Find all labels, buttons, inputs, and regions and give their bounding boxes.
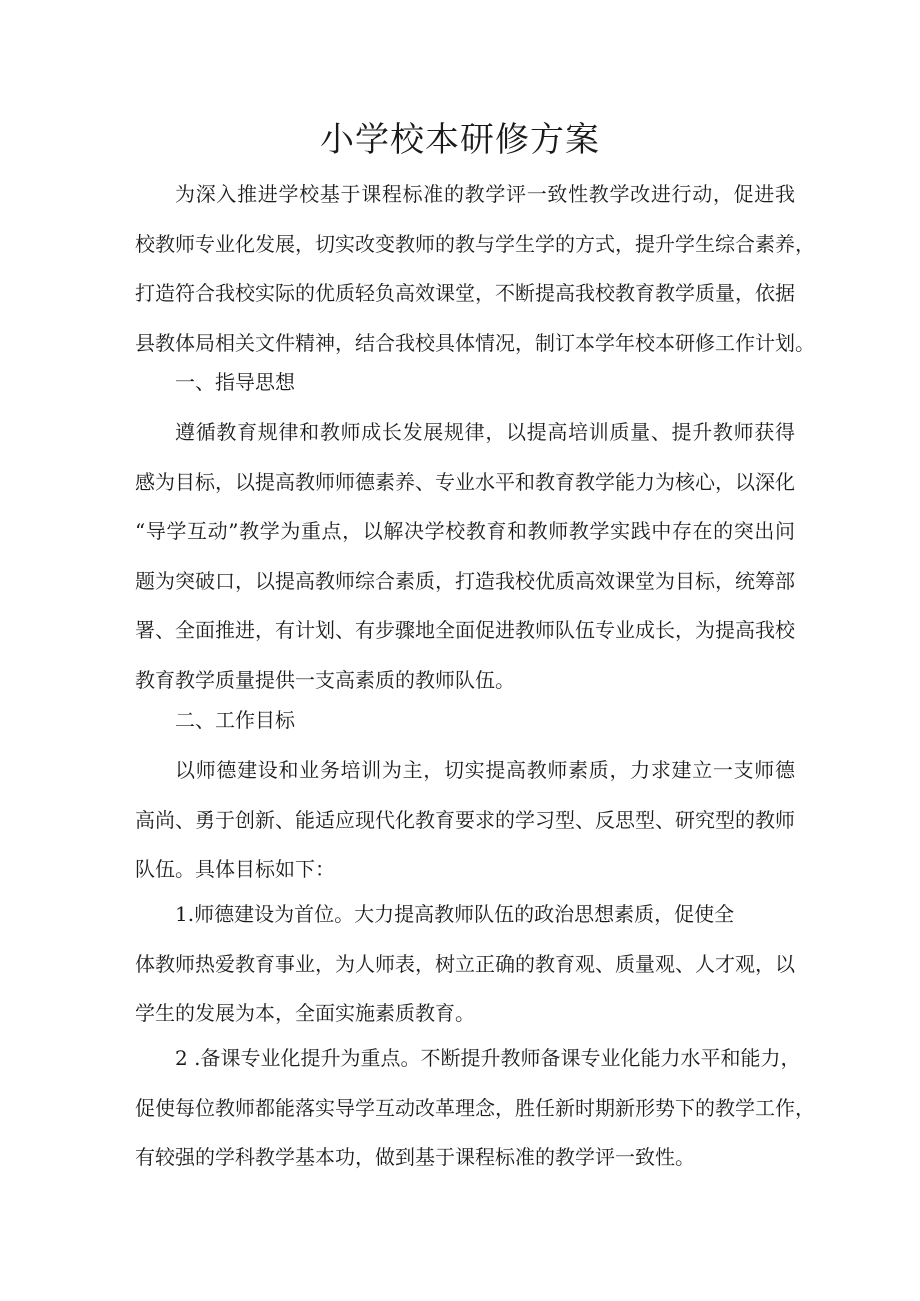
text-line: 署、全面推进，有计划、有步骤地全面促进教师队伍专业成长，为提高我校 (135, 618, 795, 642)
text-line: 打造符合我校实际的优质轻负高效课堂，不断提高我校教育教学质量，依据 (135, 281, 795, 305)
text-line: 学生的发展为本，全面实施素质教育。 (135, 1001, 475, 1025)
section-heading (135, 696, 795, 746)
document-title: 小学校本研修方案 (320, 120, 600, 160)
text-line: 以师德建设和业务培训为主，切实提高教师素质，力求建立一支师德 (175, 758, 795, 782)
section-heading-guiding-ideology: 一、指导思想 (175, 370, 295, 394)
text-line: 教育教学质量提供一支高素质的教师队伍。 (135, 667, 515, 692)
work-goals-paragraph (135, 746, 795, 895)
text-line: 有较强的学科教学基本功，做到基于课程标准的教学评一致性。 (135, 1145, 695, 1169)
intro-paragraph (135, 170, 815, 368)
section-heading (135, 358, 795, 408)
text-line: 题为突破口，以提高教师综合素质，打造我校优质高效课堂为目标，统筹部 (135, 568, 795, 593)
text-line: “导学互动”教学为重点，以解决学校教育和教师教学实践中存在的突出问 (135, 519, 795, 543)
text-line: 遵循教育规律和教师成长发展规律，以提高培训质量、提升教师获得 (175, 420, 795, 444)
text-line: 队伍。具体目标如下： (135, 857, 335, 881)
section-heading-work-goals: 二、工作目标 (175, 708, 295, 732)
text-line: 体教师热爱教育事业，为人师表，树立正确的教育观、质量观、人才观，以 (135, 951, 795, 976)
text-line: 1.师德建设为首位。大力提高教师队伍的政治思想素质，促使全 (175, 902, 735, 926)
text-line: 高尚、勇于创新、能适应现代化教育要求的学习型、反思型、研究型的教师 (135, 807, 795, 832)
text-line: 感为目标，以提高教师师德素养、专业水平和教育教学能力为核心，以深化 (135, 469, 795, 494)
goal-item-1 (135, 890, 795, 1039)
text-line: 促使每位教师都能落实导学互动改革理念，胜任新时期新形势下的教学工作， (135, 1095, 815, 1120)
text-line: 县教体局相关文件精神，结合我校具体情况，制订本学年校本研修工作计划。 (135, 330, 815, 355)
text-line: 2 .备课专业化提升为重点。不断提升教师备课专业化能力水平和能力， (175, 1046, 801, 1070)
text-line: 校教师专业化发展，切实改变教师的教与学生学的方式，提升学生综合素养， (135, 231, 815, 256)
goal-item-2 (135, 1034, 815, 1183)
guiding-ideology-paragraph (135, 408, 795, 705)
text-line: 为深入推进学校基于课程标准的教学评一致性教学改进行动，促进我 (175, 182, 795, 206)
